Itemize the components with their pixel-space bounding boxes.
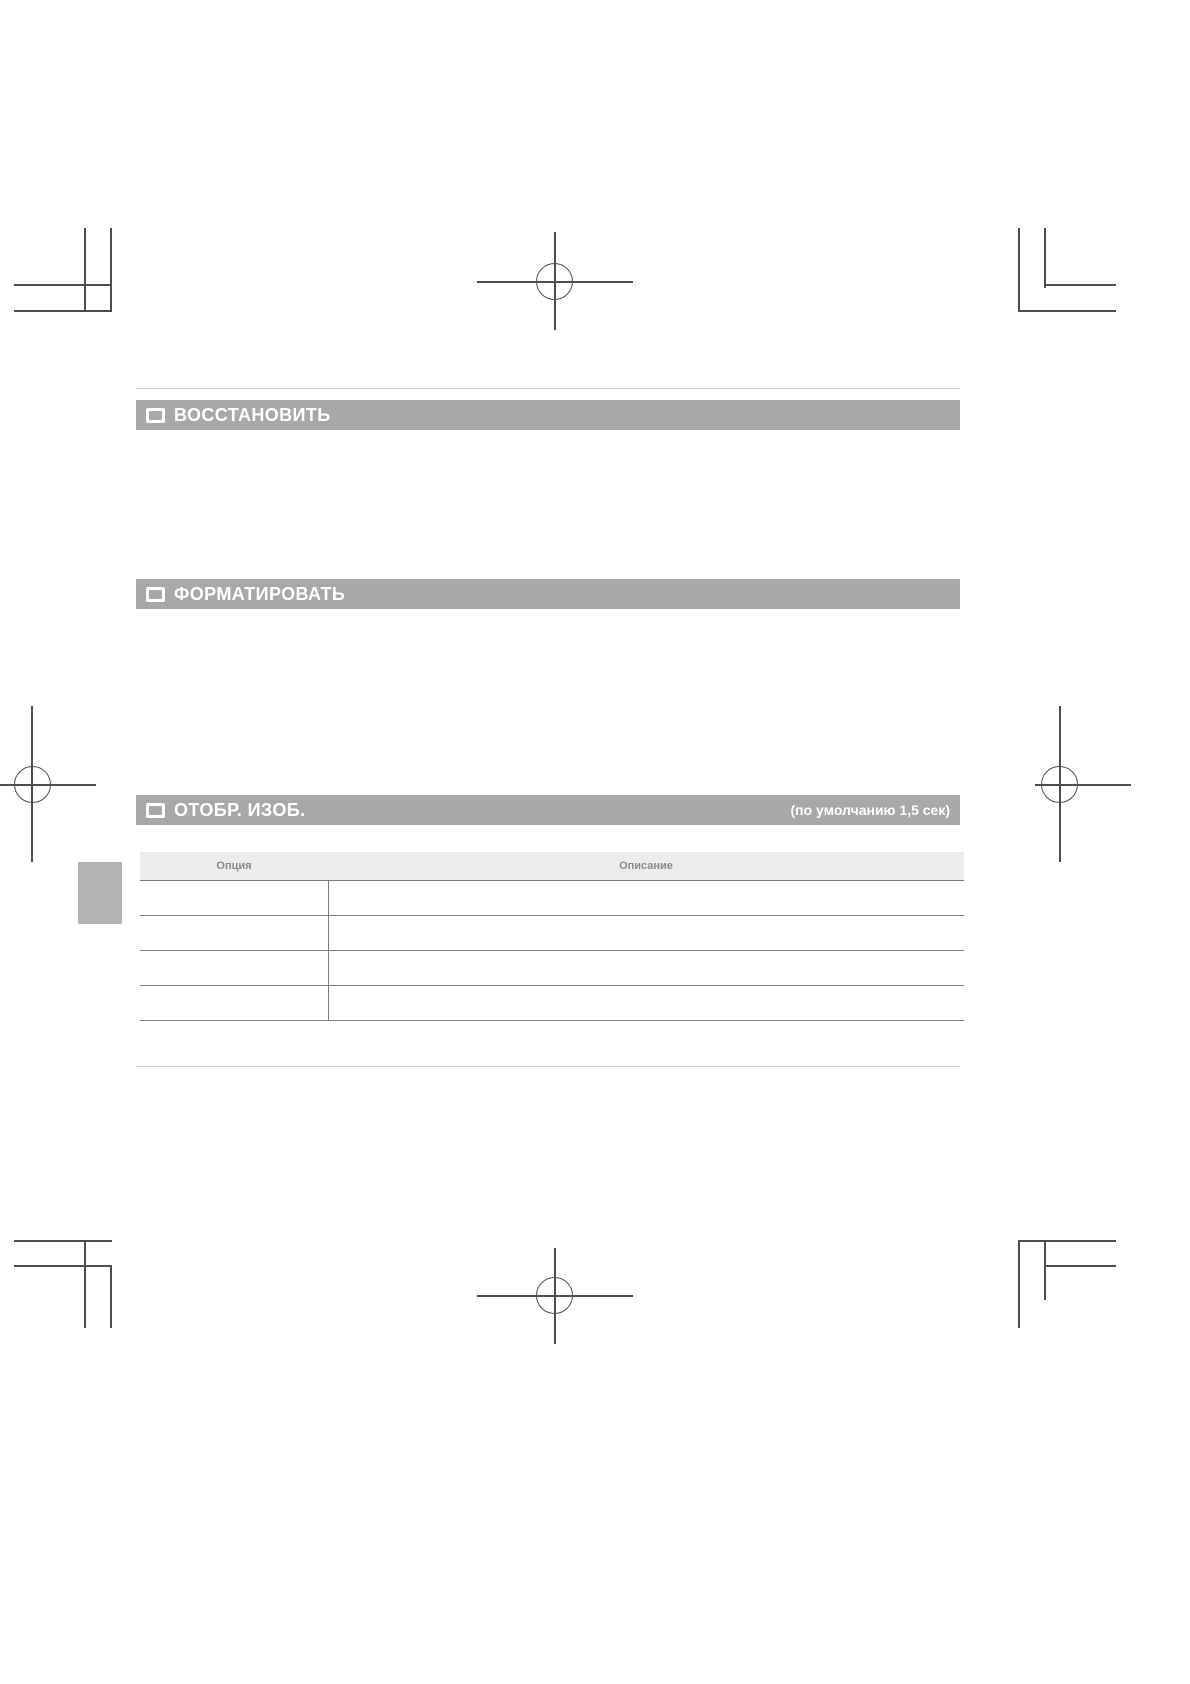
crop-mark-bottom-left-inner-horizontal [14,1265,112,1267]
bottom-divider-rule [136,1066,960,1067]
crop-mark-bottom-left-inner-vertical [110,1265,112,1328]
crop-mark-top-right-inner-vertical [1044,228,1046,288]
table-header-option: Опция [140,852,328,881]
table-row [140,881,964,916]
crop-mark-bottom-left-horizontal [14,1240,112,1242]
crop-mark-bottom-right-inner-horizontal [1044,1265,1116,1267]
crop-mark-top-left-vertical [84,228,86,312]
table-cell-option [140,951,328,986]
section-header-restore [136,400,960,430]
crop-mark-top-right-inner-horizontal [1044,284,1116,286]
table-cell-description [328,986,964,1021]
table-cell-option [140,881,328,916]
registration-left-circle [14,766,51,803]
section-header-format [136,579,960,609]
table-cell-option [140,916,328,951]
table-row [140,951,964,986]
crop-mark-top-right-vertical [1018,228,1020,312]
page-number [78,862,122,924]
top-divider-rule [136,388,960,389]
crop-mark-bottom-right-horizontal [1018,1240,1116,1242]
table-row [140,986,964,1021]
section-title-image-display: ОТОБР. ИЗОБ. [174,799,306,820]
crop-mark-bottom-right-vertical [1018,1240,1020,1328]
table-cell-description [328,881,964,916]
crop-mark-bottom-left-vertical [84,1240,86,1328]
table-cell-option [140,986,328,1021]
crop-mark-top-right-horizontal [1018,310,1116,312]
table-row [140,916,964,951]
table-header-row [140,852,964,881]
page-content [136,0,960,1684]
table-cell-description [328,951,964,986]
camera-menu-icon [146,408,165,423]
table-header-description: Описание [328,852,964,881]
crop-mark-bottom-right-inner-vertical [1044,1240,1046,1300]
section-title-format: ФОРМАТИРОВАТЬ [174,583,346,604]
crop-mark-top-left-inner-horizontal [14,284,112,286]
section-header-image-display [136,795,960,825]
section-title-restore: ВОССТАНОВИТЬ [174,404,331,425]
setup-menu-icon [146,587,165,602]
crop-mark-top-left-horizontal [14,310,112,312]
section-default-image-display: (по умолчанию 1,5 сек) [790,802,950,818]
playback-display-icon [146,803,165,818]
options-table [140,852,964,1021]
crop-mark-top-left-inner-vertical [110,228,112,312]
registration-right-circle [1041,766,1078,803]
table-cell-description [328,916,964,951]
